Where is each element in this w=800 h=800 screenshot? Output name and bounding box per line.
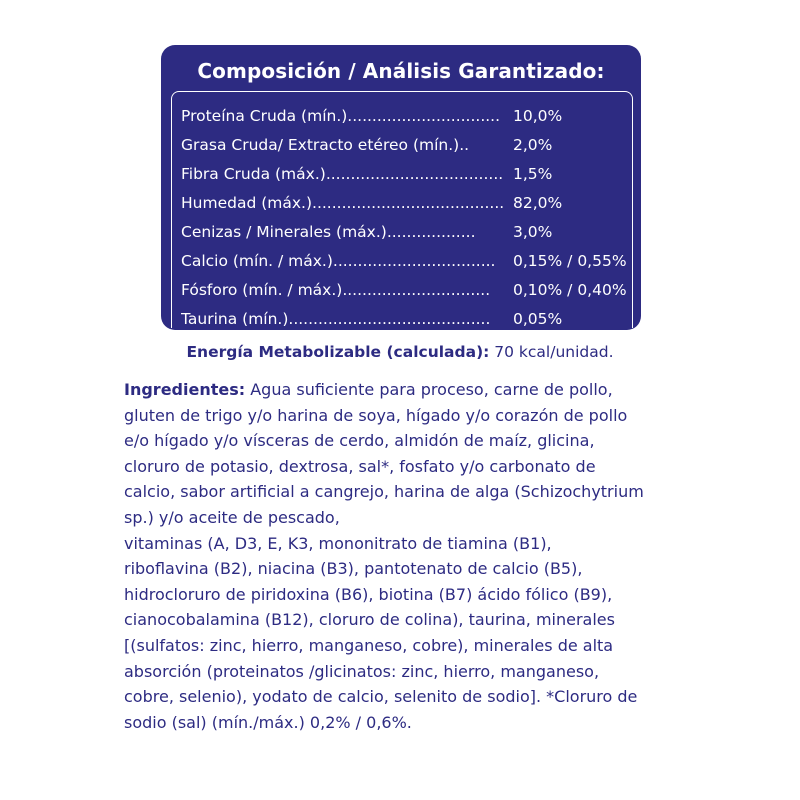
analysis-row-value: 0,15% / 0,55% bbox=[513, 251, 627, 270]
analysis-row-value: 3,0% bbox=[513, 222, 553, 241]
analysis-row-name: Calcio (mín. / máx.) bbox=[181, 251, 333, 270]
leader-dots: .................. bbox=[386, 222, 476, 241]
ingredients-block bbox=[124, 377, 704, 735]
ingredients-line: e/o hígado y/o vísceras de cerdo, almidón de maíz, glicina, bbox=[124, 431, 595, 451]
ingredients-line: cobre, selenio), yodato de calcio, selenito de sodio]. *Cloruro de bbox=[124, 687, 638, 707]
ingredients-text: Agua suficiente para proceso, carne de pollo, bbox=[245, 380, 613, 399]
energy-label: Energía Metabolizable (calculada): bbox=[186, 343, 490, 361]
analysis-row-calcium bbox=[181, 246, 636, 275]
leader-dots: .. bbox=[459, 135, 470, 154]
guaranteed-analysis-panel bbox=[161, 45, 641, 330]
analysis-row-taurine bbox=[181, 304, 636, 333]
analysis-row-value: 2,0% bbox=[513, 135, 553, 154]
analysis-table bbox=[181, 101, 636, 333]
leader-dots: ................................. bbox=[332, 251, 496, 270]
metabolizable-energy bbox=[0, 343, 800, 361]
analysis-title: Composición / Análisis Garantizado: bbox=[197, 59, 605, 83]
ingredients-line: sodio (sal) (mín./máx.) 0,2% / 0,6%. bbox=[124, 712, 412, 732]
analysis-row-phosphorus bbox=[181, 275, 636, 304]
analysis-row-value: 0,05% bbox=[513, 309, 563, 328]
leader-dots: ............................... bbox=[347, 106, 501, 125]
analysis-row-protein bbox=[181, 101, 636, 130]
analysis-row-name: Proteína Cruda (mín.) bbox=[181, 106, 348, 125]
analysis-row-value: 1,5% bbox=[513, 164, 553, 183]
ingredients-line: cianocobalamina (B12), cloruro de colina), taurina, minerales bbox=[124, 610, 615, 630]
analysis-row-value: 82,0% bbox=[513, 193, 563, 212]
analysis-row-value: 10,0% bbox=[513, 106, 563, 125]
leader-dots: .................................... bbox=[325, 164, 504, 183]
analysis-row-name: Humedad (máx.) bbox=[181, 193, 313, 212]
analysis-row-value: 0,10% / 0,40% bbox=[513, 280, 627, 299]
analysis-row-fiber bbox=[181, 159, 636, 188]
ingredients-line: calcio, sabor artificial a cangrejo, harina de alga (Schizochytrium bbox=[124, 482, 644, 502]
ingredients-line: riboflavina (B2), niacina (B3), pantotenato de calcio (B5), bbox=[124, 559, 583, 579]
ingredients-line: sp.) y/o aceite de pescado, bbox=[124, 507, 340, 527]
ingredients-line: [(sulfatos: zinc, hierro, manganeso, cobre), minerales de alta bbox=[124, 635, 614, 655]
analysis-row-name: Grasa Cruda/ Extracto etéreo (mín.) bbox=[181, 135, 460, 154]
ingredients-line bbox=[124, 377, 704, 403]
ingredients-line: cloruro de potasio, dextrosa, sal*, fosfato y/o carbonato de bbox=[124, 456, 596, 476]
leader-dots: .............................. bbox=[342, 280, 491, 299]
ingredients-line: hidrocloruro de piridoxina (B6), biotina (B7) ácido fólico (B9), bbox=[124, 584, 613, 604]
analysis-row-fat bbox=[181, 130, 636, 159]
analysis-row-name: Taurina (mín.) bbox=[181, 309, 289, 328]
analysis-row-name: Fósforo (mín. / máx.) bbox=[181, 280, 343, 299]
energy-value: 70 kcal/unidad. bbox=[489, 343, 614, 361]
ingredients-line: absorción (proteinatos /glicinatos: zinc, hierro, manganeso, bbox=[124, 661, 600, 681]
analysis-row-name: Fibra Cruda (máx.) bbox=[181, 164, 326, 183]
analysis-row-name: Cenizas / Minerales (máx.) bbox=[181, 222, 387, 241]
ingredients-line: gluten de trigo y/o harina de soya, hígado y/o corazón de pollo bbox=[124, 405, 628, 425]
analysis-row-ash bbox=[181, 217, 636, 246]
ingredients-line: vitaminas (A, D3, E, K3, mononitrato de tiamina (B1), bbox=[124, 533, 552, 553]
leader-dots: ....................................... bbox=[312, 193, 505, 212]
analysis-row-moisture bbox=[181, 188, 636, 217]
leader-dots: ......................................... bbox=[288, 309, 491, 328]
ingredients-label: Ingredientes: bbox=[124, 380, 246, 399]
